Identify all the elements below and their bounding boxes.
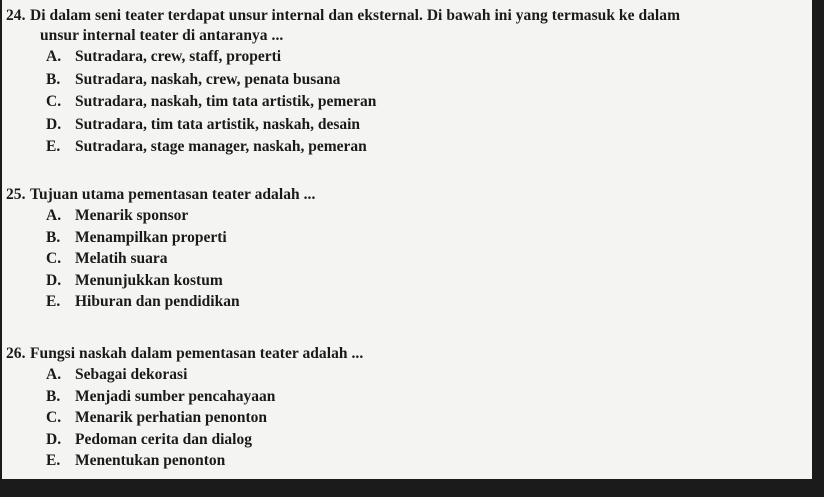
option-text: Sebagai dekorasi <box>75 366 188 383</box>
option-letter: C. <box>46 93 62 110</box>
question-number: 25. <box>6 186 26 203</box>
option-text: Hiburan dan pendidikan <box>75 293 240 310</box>
option-letter: A. <box>46 207 62 224</box>
option-text: Sutradara, stage manager, naskah, pemeran <box>75 138 367 155</box>
option-text: Menjadi sumber pencahayaan <box>75 387 276 405</box>
option-letter: A. <box>46 366 62 383</box>
answer-options <box>6 364 806 472</box>
option-text: Menarik sponsor <box>75 207 189 224</box>
option-letter: B. <box>46 387 61 405</box>
option-text: Menentukan penonton <box>75 452 226 469</box>
question-24 <box>6 6 806 159</box>
option-letter: D. <box>46 271 62 289</box>
option-letter: A. <box>46 48 62 65</box>
option-text: Melatih suara <box>75 250 168 267</box>
question-number: 26. <box>6 345 26 362</box>
answer-option-c[interactable] <box>6 248 806 270</box>
option-text: Pedoman cerita dan dialog <box>75 430 252 448</box>
answer-option-a[interactable] <box>6 364 806 386</box>
answer-option-d[interactable] <box>6 270 806 292</box>
answer-option-b[interactable] <box>6 69 806 92</box>
answer-option-a[interactable] <box>6 46 806 69</box>
option-letter: E. <box>46 138 61 155</box>
option-letter: C. <box>46 409 62 426</box>
question-stem <box>6 344 806 364</box>
answer-option-a[interactable] <box>6 205 806 227</box>
option-letter: B. <box>46 228 61 246</box>
question-25 <box>6 185 806 313</box>
question-stem <box>6 185 806 205</box>
option-text: Sutradara, crew, staff, properti <box>75 48 282 65</box>
question-sheet <box>2 0 812 479</box>
question-text: Tujuan utama pementasan teater adalah ... <box>30 186 316 203</box>
option-letter: E. <box>46 452 61 469</box>
question-text: Di dalam seni teater terdapat unsur internal dan eksternal. Di bawah ini yang termasuk ke dalam <box>30 7 681 24</box>
question-number: 24. <box>6 7 26 24</box>
option-text: Sutradara, naskah, crew, penata busana <box>75 70 341 88</box>
option-letter: B. <box>46 70 61 88</box>
option-letter: D. <box>46 115 62 133</box>
answer-option-c[interactable] <box>6 407 806 429</box>
question-stem <box>6 6 806 26</box>
answer-options <box>6 205 806 313</box>
option-text: Menarik perhatian penonton <box>75 409 268 426</box>
question-text: Fungsi naskah dalam pementasan teater adalah ... <box>30 345 364 362</box>
option-text: Sutradara, tim tata artistik, naskah, desain <box>75 115 361 133</box>
answer-option-e[interactable] <box>6 136 806 159</box>
answer-option-d[interactable] <box>6 429 806 451</box>
question-text-continuation: unsur internal teater di antaranya ... <box>40 27 284 44</box>
option-text: Menunjukkan kostum <box>75 271 223 289</box>
answer-option-c[interactable] <box>6 91 806 114</box>
answer-option-d[interactable] <box>6 114 806 137</box>
question-26 <box>6 344 806 472</box>
answer-option-b[interactable] <box>6 386 806 408</box>
answer-option-b[interactable] <box>6 227 806 249</box>
option-text: Menampilkan properti <box>75 228 227 246</box>
answer-options <box>6 46 806 159</box>
answer-option-e[interactable] <box>6 291 806 313</box>
option-letter: E. <box>46 293 61 310</box>
option-text: Sutradara, naskah, tim tata artistik, pemeran <box>75 93 377 110</box>
answer-option-e[interactable] <box>6 450 806 472</box>
option-letter: C. <box>46 250 62 267</box>
option-letter: D. <box>46 430 62 448</box>
